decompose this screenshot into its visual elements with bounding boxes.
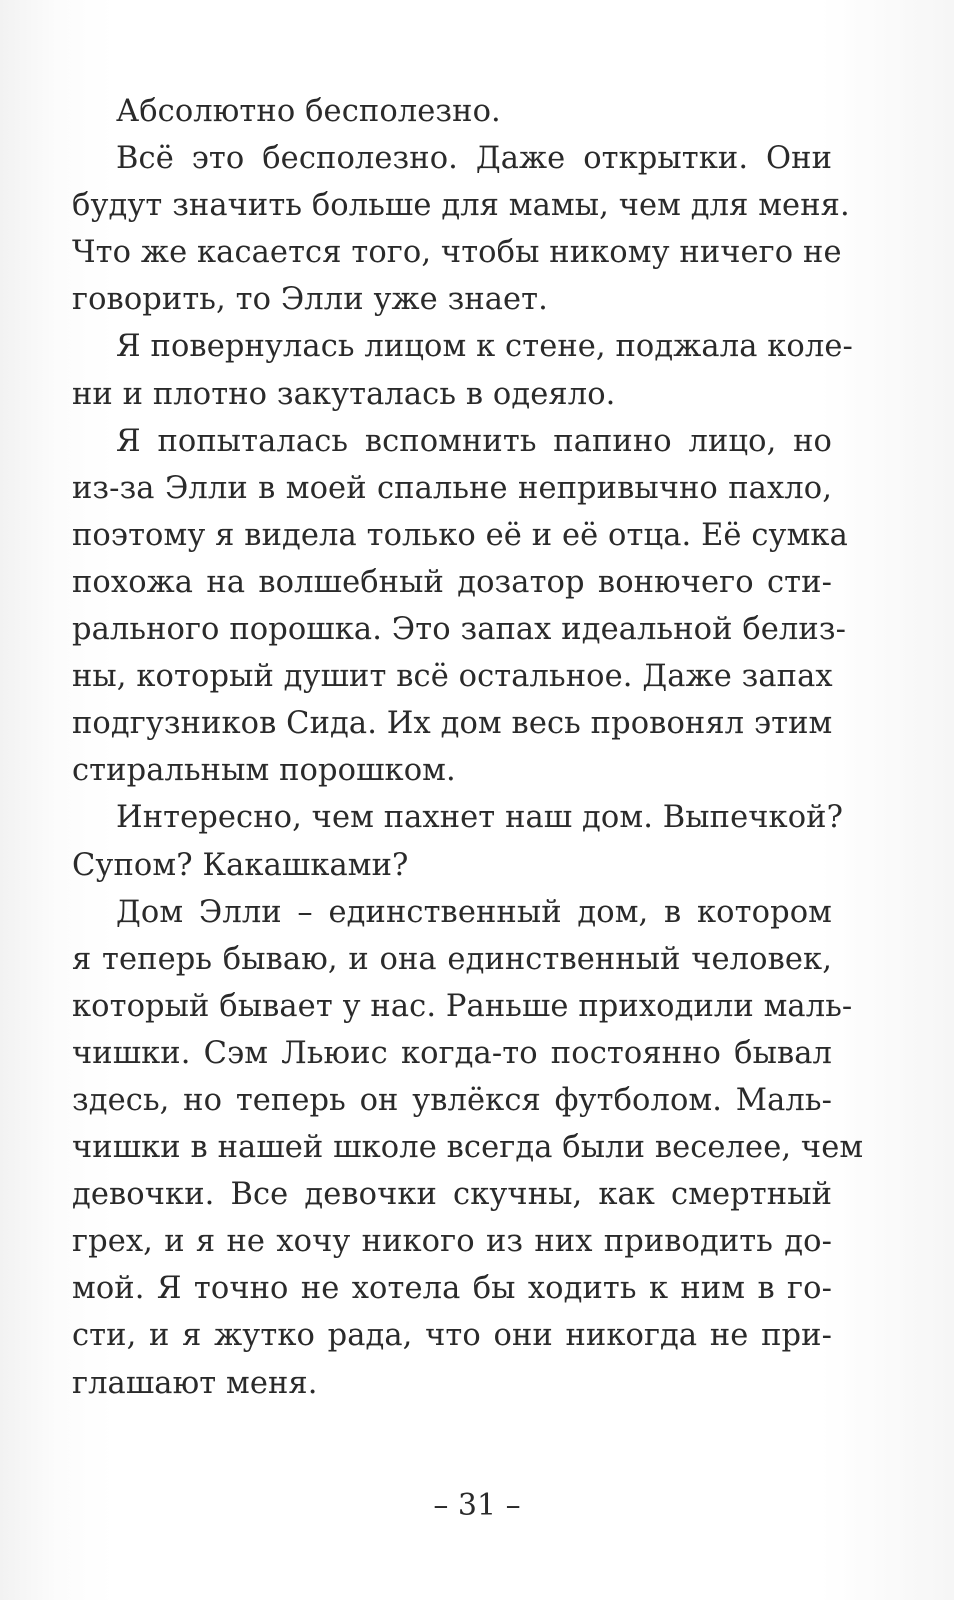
text-line: из-за Элли в моей спальне непривычно пахло,: [72, 470, 832, 506]
text-line: Я повернулась лицом к стене, поджала коле-: [116, 329, 853, 365]
text-line: подгузников Сида. Их дом весь провонял этим: [72, 706, 833, 742]
text-line: чишки в нашей школе всегда были веселее, чем: [72, 1130, 864, 1166]
text-line: похожа на волшебный дозатор вонючего сти-: [72, 564, 832, 600]
page-number: – 31 –: [433, 1488, 521, 1523]
text-line: поэтому я видела только её и её отца. Её сумка: [72, 517, 848, 553]
text-line: я теперь бываю, и она единственный человек,: [72, 941, 832, 977]
text-line: здесь, но теперь он увлёкся футболом. Маль-: [72, 1082, 832, 1118]
text-line: будут значить больше для мамы, чем для меня.: [72, 188, 850, 224]
text-line: глашают меня.: [72, 1365, 318, 1401]
text-line: Интересно, чем пахнет наш дом. Выпечкой?: [116, 800, 844, 836]
text-line: рального порошка. Это запах идеальной белиз-: [72, 612, 846, 648]
text-line: говорить, то Элли уже знает.: [72, 282, 548, 318]
text-line: ни и плотно закуталась в одеяло.: [72, 376, 616, 412]
text-line: грех, и я не хочу никого из них приводить до-: [72, 1224, 832, 1260]
text-line: стиральным порошком.: [72, 753, 456, 789]
body-text: [72, 88, 864, 1407]
text-line: Абсолютно бесполезно.: [116, 94, 501, 129]
text-line: девочки. Все девочки скучны, как смертный: [72, 1177, 832, 1213]
text-line: Всё это бесполезно. Даже открытки. Они: [116, 141, 832, 177]
text-line: Что же касается того, чтобы никому ничего не: [72, 235, 842, 271]
text-line: который бывает у нас. Раньше приходили маль-: [72, 988, 853, 1024]
text-line: ны, который душит всё остальное. Даже запах: [72, 659, 833, 695]
text-line: сти, и я жутко рада, что они никогда не при-: [72, 1318, 832, 1354]
text-line: Супом? Какашками?: [72, 847, 409, 883]
text-line: чишки. Сэм Льюис когда-то постоянно бывал: [72, 1035, 832, 1071]
text-line: Дом Элли – единственный дом, в котором: [116, 894, 832, 930]
text-line: Я попыталась вспомнить папино лицо, но: [116, 423, 832, 459]
text-line: мой. Я точно не хотела бы ходить к ним в го-: [72, 1271, 832, 1307]
